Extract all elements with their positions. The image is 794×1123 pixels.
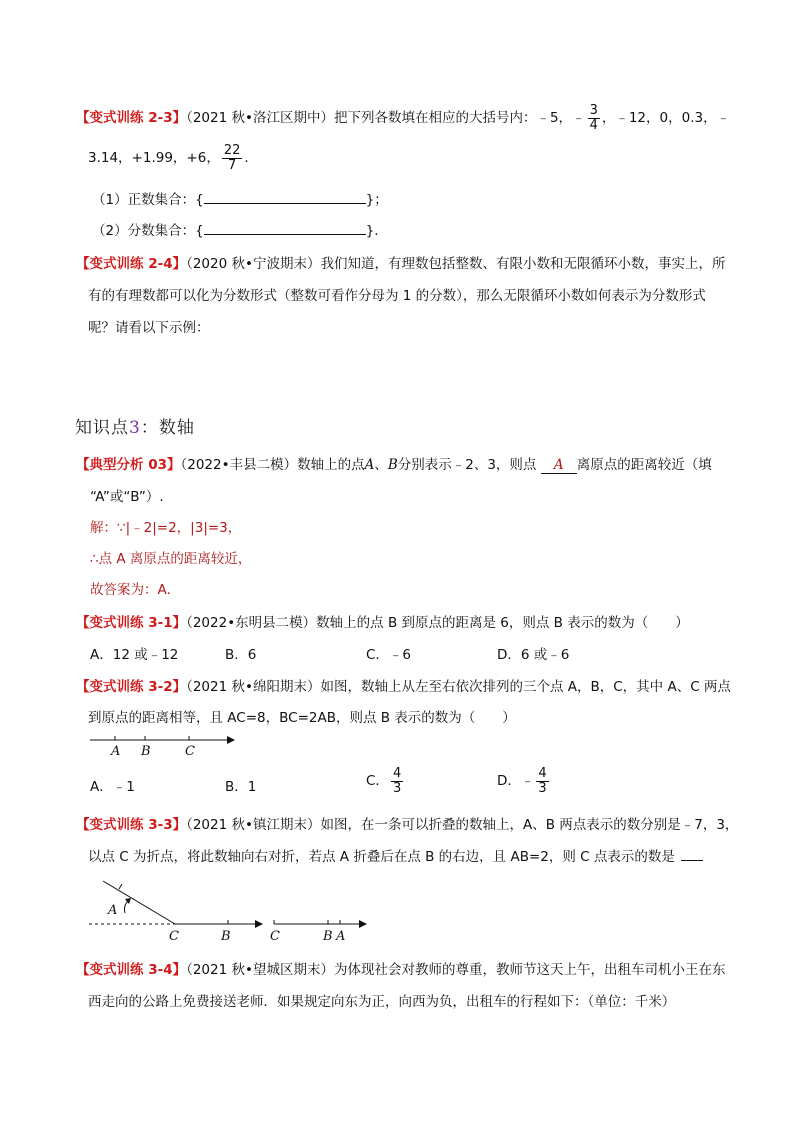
p34-line1 [76,958,725,978]
left-label-c: C [169,929,179,944]
right-label-a: A [336,929,346,944]
p32-option-a[interactable]: A．﹣1 [90,779,135,795]
label-a: A [111,744,121,759]
ex03-sep: 、 [374,457,388,473]
q2-answer-blank[interactable] [204,222,366,235]
p24-line1 [76,252,725,272]
ex03-text1: 数轴上的点 [297,457,365,473]
p23-numbers: 3.14，+1.99，+6， [88,150,220,167]
p31-option-a[interactable]: A．12 或﹣12 [90,647,179,663]
solution-line-1: 解：∵|﹣2|=2，|3|=3， [90,520,242,536]
tick-a-folded [119,884,122,889]
ex03-tag: 【典型分析 03】 [76,457,181,473]
p32-source: （2021 秋•绵阳期末） [186,679,321,695]
p34-text1: 为体现社会对教师的尊重，教师节这天上午，出租车司机小王在东 [333,962,726,978]
heading-suffix: ：数轴 [140,418,195,438]
heading-number: 3 [129,418,141,438]
p24-tag: 【变式训练 2-4】 [76,256,187,272]
label-b: B [141,744,151,759]
p24-text3: 呢？请看以下示例： [88,320,210,336]
ex03-text4: “A”或“B”）. [90,489,164,505]
option-c-label: C． [366,773,389,790]
axis-left-arrow-icon [255,920,263,928]
ex03-solution-3 [90,578,171,598]
option-d-label: D．﹣ [497,773,535,790]
ex03-solution-1 [90,516,241,536]
right-label-c: C [270,929,280,944]
p33-text2: 以点 C 为折点，将此数轴向右对折，若点 A 折叠后在点 B 的右边，且 AB=2，则 C 点表示的数是 [88,849,675,865]
p24-text2: 有的有理数都可以化为分数形式（整数可看作分母为 1 的分数），那么无限循环小数如何表示为分数形式 [88,288,706,304]
p32-text1: 如图，数轴上从左至右依次排列的三个点 A，B，C，其中 A、C 两点 [320,679,731,695]
q1-end: }； [365,192,388,208]
ex03-point-b: B [387,457,398,473]
q1-answer-blank[interactable] [204,191,366,204]
p24-text1: 我们知道，有理数包括整数、有限小数和无限循环小数，事实上，所 [320,256,726,272]
p34-line2 [88,990,675,1010]
p32-text2: 到原点的距离相等，且 AC=8，BC=2AB，则点 B 表示的数为（ ） [88,710,516,726]
p31-option-c[interactable]: C．﹣6 [366,647,412,663]
p34-source: （2021 秋•望城区期末） [186,962,334,978]
p32-line1 [76,675,731,695]
p24-line3 [88,316,210,336]
p33-line2 [88,845,703,865]
axis-arrow-icon [227,736,235,744]
p31-text: 数轴上的点 B 到原点的距离是 6，则点 B 表示的数为（ ） [316,615,689,631]
fraction-neg-4-3: $\frac{4}{3}$ [538,766,547,796]
p34-tag: 【变式训练 3-4】 [76,962,187,978]
p23-line1 [76,104,730,132]
ex03-source: （2022•丰县二模） [180,457,298,473]
right-label-b: B [323,929,333,944]
p32-option-b[interactable]: B．1 [225,779,257,795]
p32-tag: 【变式训练 3-2】 [76,679,187,695]
p24-line2 [88,284,706,304]
p33-line1 [76,813,738,833]
p33-tag: 【变式训练 3-3】 [76,817,187,833]
q2-end: }. [365,223,379,239]
ex03-line2 [90,485,164,505]
solution-line-3: 故答案为：A. [90,582,171,598]
p32-option-c[interactable] [366,767,405,795]
fraction-3-4: $\frac{3}{4}$ [589,103,598,133]
p31-tag: 【变式训练 3-1】 [76,615,187,631]
p32-number-line-figure [85,730,245,764]
ex03-point-a: A [364,457,375,473]
p33-source: （2021 秋•镇江期末） [186,817,321,833]
q1-label: （1）正数集合：{ [92,192,204,208]
p23-line2 [88,144,249,172]
p23-text: 把下列各数填在相应的大括号内：﹣5，﹣ [333,110,586,127]
p31-option-d[interactable]: D．6 或﹣6 [497,647,570,663]
heading-prefix: 知识点 [75,418,129,438]
left-label-b: B [221,929,231,944]
p23-end: . [244,150,249,167]
p33-text1: 如图，在一条可以折叠的数轴上，A、B 两点表示的数分别是﹣7，3， [320,817,739,833]
ex03-line1 [76,453,712,474]
p33-answer-blank[interactable] [681,848,703,861]
p23-text2: ，﹣12，0，0.3，﹣ [601,110,731,127]
fraction-4-3: $\frac{4}{3}$ [392,766,402,796]
p24-source: （2020 秋•宁波期末） [186,256,321,272]
p31-line1 [76,611,689,631]
p32-line2 [88,706,516,726]
q2-label: （2）分数集合：{ [92,223,204,239]
p33-folded-number-line-figure [85,873,375,945]
ex03-text3: 离原点的距离较近（填 [576,457,712,473]
label-c: C [185,744,195,759]
ex03-solution-2 [90,547,251,567]
ex03-answer-blank[interactable]: A [541,457,577,474]
left-label-a: A [108,903,118,918]
p31-source: （2022•东明县二模） [186,615,317,631]
axis-right-arrow-icon [359,920,367,928]
p23-q1 [92,188,388,208]
p31-option-b[interactable]: B．6 [225,647,257,663]
fraction-22-7: $\frac{22}{7}$ [223,143,241,173]
p23-tag: 【变式训练 2-3】 [76,110,187,127]
solution-line-2: ∴点 A 离原点的距离较近， [90,551,252,567]
ex03-text2: 分别表示﹣2、3，则点 [397,457,541,473]
p32-option-d[interactable] [497,767,551,795]
section-heading [75,413,195,438]
p34-text2: 西走向的公路上免费接送老师．如果规定向东为正，向西为负，出租车的行程如下：（单位：千米） [88,994,676,1010]
p23-q2 [92,219,379,239]
p23-source: （2021 秋•洛江区期中） [186,110,334,127]
